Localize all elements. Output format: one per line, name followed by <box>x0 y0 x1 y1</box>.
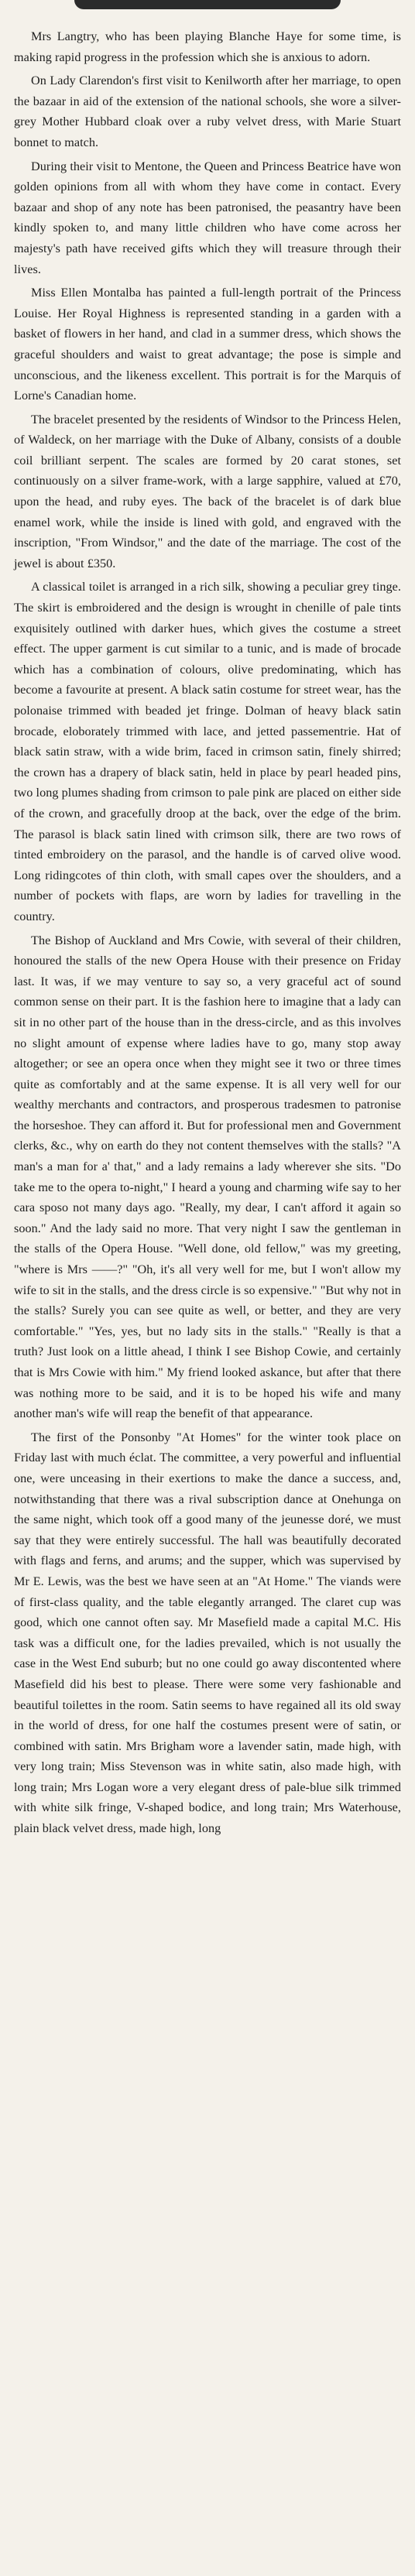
paragraph-bishop-opera: The Bishop of Auckland and Mrs Cowie, with several of their children, honoured the stalls of the new Opera House with their presence on Friday last. It was, if we may venture to say so, a very graceful act of sound common sense on their part. It is the fashion here to imagine that a lady can sit in no other part of the house than in the dress-circle, and as this involves no slight amount of expense where ladies have to go, many stop away altogether; or see an opera once when they might see it two or three times quite as comfortably and at the same expense. It is all very well for our wealthy merchants and contractors, and prosperous tradesmen to patronise the horseshoe. They can afford it. But for professional men and Government clerks, &c., why on earth do they not content themselves with the stalls? "A man's a man for a' that," and a lady remains a lady wherever she sits. "Do take me to the opera to-night," I heard a young and charming wife say to her cara sposo not many days ago. "Really, my dear, I can't afford it again so soon." And the lady said no more. That very night I saw the gentleman in the stalls of the Opera House. "Well done, old fellow," was my greeting, "where is Mrs ——?" "Oh, it's all very well for me, but I won't allow my wife to sit in the stalls, and the dress circle is so expensive." "But why not in the stalls? Surely you can see quite as well, or better, and they are very comfortable." "Yes, yes, but no lady sits in the stalls." "Really is that a truth? Just look on a little ahead, I think I see Bishop Cowie, and certainly that is Mrs Cowie with him." My friend looked askance, but after that there was nothing more to be said, and it is to be hoped his wife and many another man's wife will reap the benefit of that appearance. <box>14 933 401 1421</box>
paragraph-montalba-portrait: Miss Ellen Montalba has painted a full-length portrait of the Princess Louise. Her Royal Highness is represented standing in a garden with a basket of flowers in her hand, and clad in a summer dress, which shows the graceful shoulders and waist to great advantage; the pose is simple and unconscious, and the likeness excellent. This portrait is for the Marquis of Lorne's Canadian home. <box>14 286 401 403</box>
paragraph-bracelet: The bracelet presented by the residents of Windsor to the Princess Helen, of Waldeck, on her marriage with the Duke of Albany, consists of a double coil brilliant serpent. The scales are formed by 20 carat stones, set continuously on a silver frame-work, with a large sapphire, valued at £70, upon the head, and ruby eyes. The back of the bracelet is of dark blue enamel work, while the inside is lined with gold, and engraved with the inscription, "From Windsor," and the date of the marriage. The cost of the jewel is about £350. <box>14 412 401 570</box>
paragraph-mentone: During their visit to Mentone, the Queen and Princess Beatrice have won golden opinions from all with whom they have come in contact. Every bazaar and shop of any note has been patronised, the peasantry have been kindly spoken to, and many little children who have come across her majesty's path have received gifts which they will treasure through their lives. <box>14 159 401 276</box>
paragraph-langtry: Mrs Langtry, who has been playing Blanche Haye for some time, is making rapid progress in the profession which she is anxious to adorn. <box>14 29 401 64</box>
paragraph-ponsonby-at-home: The first of the Ponsonby "At Homes" for the winter took place on Friday last with much éclat. The committee, a very powerful and influential one, were unceasing in their exertions to make the dance a success, and, notwithstanding that there was a rival subscription dance at Onehunga on the same night, which took off a good many of the jeunesse doré, we must say that they were entirely successful. The hall was beautifully decorated with flags and ferns, and arums; and the supper, which was supervised by Mr E. Lewis, was the best we have seen at an "At Home." The viands were of first-class quality, and the table elegantly arranged. The claret cup was good, which one cannot often say. Mr Masefield made a capital M.C. His task was a difficult one, for the ladies prevailed, which is not usually the case in the West End suburb; but no one could go away discontented where Masefield did his best to please. There were some very fashionable and beautiful toilettes in the room. Satin seems to have regained all its old sway in the world of dress, for one half the costumes present were of satin, or combined with satin. Mrs Brigham wore a lavender satin, made high, with very long train; Miss Stevenson was in white satin, also made high, with long train; Mrs Logan wore a very elegant dress of pale-blue silk trimmed with white silk fringe, V-shaped bodice, and long train; Mrs Waterhouse, plain black velvet dress, made high, long <box>14 1430 401 1836</box>
article-column <box>14 26 401 1839</box>
paragraph-classical-toilet: A classical toilet is arranged in a rich silk, showing a peculiar grey tinge. The skirt is embroidered and the design is wrought in chenille of pale tints exquisitely outlined with darker hues, which gives the costume a street effect. The upper garment is cut similar to a tunic, and is made of brocade which has a combination of colours, olive predominating, which has become a favourite at present. A black satin costume for street wear, has the polonaise trimmed with beaded jet fringe. Dolman of heavy black satin brocade, eloborately trimmed with lace, and jetted passementrie. Hat of black satin straw, with a wide brim, faced in crimson satin, finely shirred; the crown has a drapery of black satin, held in place by pearl headed pins, two long plumes shading from crimson to pale pink are placed on either side of the crown, and gracefully droop at the back, over the edge of the brim. The parasol is black satin lined with crimson silk, there are two rows of tinted embroidery on the parasol, and the handle is of carved olive wood. Long ridingcotes of thin cloth, with small capes over the shoulders, and a number of pockets with flaps, are worn by ladies for travelling in the country. <box>14 580 401 923</box>
masthead-ornament <box>74 0 341 9</box>
paragraph-clarendon: On Lady Clarendon's first visit to Kenilworth after her marriage, to open the bazaar in aid of the extension of the national schools, she wore a silver-grey Mother Hubbard cloak over a ruby velvet dress, with Marie Stuart bonnet to match. <box>14 74 401 149</box>
